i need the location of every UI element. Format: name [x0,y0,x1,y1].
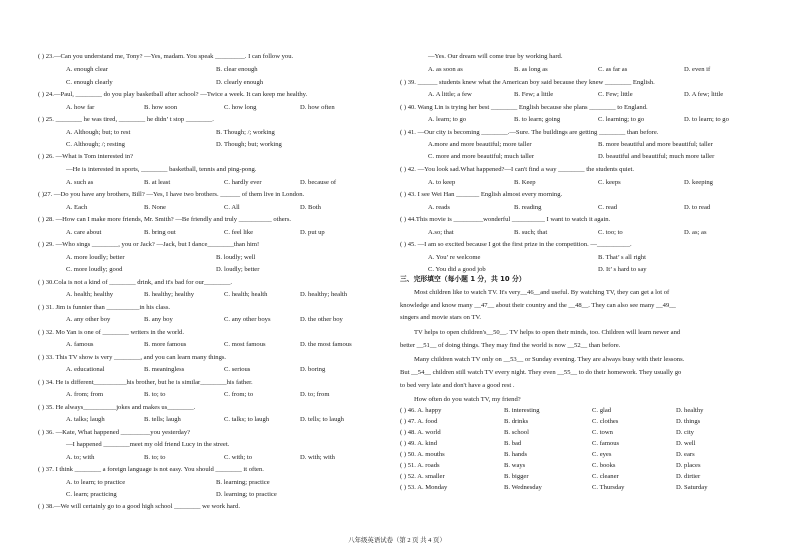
option: B. Few; a little [514,91,554,98]
cell: ( ) 53. A. Monday [400,484,448,491]
cell: ( ) 48. A. world [400,429,441,436]
option: B. to; to [144,391,166,398]
option: A. A little; a few [428,91,472,98]
option: A. reads [428,204,450,211]
cell: B. drinks [504,418,529,425]
cell: ( ) 51. A. roads [400,462,440,469]
cell: B. ways [504,462,526,469]
option: C. read [598,204,618,211]
passage-line: Most children like to watch TV. It's very__46__and useful. By watching TV, they can get a lot of [414,289,670,296]
cell: C. books [592,462,616,469]
question-38-reply: —Yes. Our dream will come true by working hard. [428,53,563,60]
question-35: ( ) 35. He always__________jokes and makes us________. [38,404,196,411]
option: D. put up [300,229,325,236]
option: C. keeps [598,179,621,186]
option: A. enough clear [66,66,108,73]
question-30: ( ) 30.Cola is not a kind of ________ drink, and it's bad for our________. [38,279,233,286]
option: B. any boy [144,316,173,323]
option: A. learn; to go [428,116,467,123]
cell: B. Wednesday [504,484,542,491]
option: D. boring [300,366,326,373]
option: C. serious [224,366,251,373]
cell: C. glad [592,407,612,414]
option: C. as far as [598,66,628,73]
passage-line: singers and movie stars on TV. [400,314,482,321]
option: A. such as [66,179,94,186]
option: B. to; to [144,454,166,461]
option: B. tells; laugh [144,416,181,423]
option: D. to; from [300,391,330,398]
cell: D. Saturday [676,484,708,491]
option: B. as long as [514,66,548,73]
cell: D. things [676,418,701,425]
option: C. All [224,204,240,211]
page-footer: 八年级英语试卷（第 2 页 共 4 页） [348,537,446,544]
option: C. how long [224,104,257,111]
question-23: ( ) 23.—Can you understand me, Tony? —Yes, madam. You speak _________. I can follow you. [38,53,294,60]
question-43: ( ) 43. I see Wei Han _______ English almost every morning. [400,191,563,198]
option: D. to read [684,204,711,211]
option: D. clearly enough [216,79,264,86]
option: B. None [144,204,166,211]
option: B. clear enough [216,66,258,73]
table-row [400,460,708,471]
table-row [400,449,708,460]
option: D. even if [684,66,711,73]
option: A. any other boy [66,316,111,323]
option: B. healthy; healthy [144,291,194,298]
option: A. to; with [66,454,95,461]
cell: ( ) 52. A. smaller [400,473,445,480]
question-40: ( ) 40. Wang Lin is trying her best ________ English because she plans ________ to England. [400,104,648,111]
option: B. learning; practice [216,479,270,486]
option: C. most famous [224,341,266,348]
question-26-line2: —He is interested in sports, ________ basketball, tennis and ping-pong. [66,166,257,173]
option: B. more beautiful and more beautiful; taller [598,141,713,148]
option: A.more and more beautiful; more taller [428,141,532,148]
option: A.so; that [428,229,454,236]
cell: ( ) 47. A. food [400,418,438,425]
option: C. learning; to go [598,116,645,123]
option: A. to learn; to practice [66,479,126,486]
option: B. Keep [514,179,536,186]
passage-line: to bed very late and don't have a good rest . [400,382,515,389]
question-34: ( ) 34. He is different__________his brother, but he is similar________his father. [38,379,253,386]
option: A. how far [66,104,95,111]
question-38: ( ) 38.—We will certainly go to a good high school ________ we work hard. [38,503,241,510]
passage-line: But __54__ children still watch TV every night. They even __55__ to do their homework. They usually go [400,369,682,376]
table-row [400,405,708,416]
option: B. meaningless [144,366,185,373]
cell: C. Thursday [592,484,625,491]
option: B. more famous [144,341,187,348]
option: B. That’ s all right [598,254,646,261]
passage-line: How often do you watch TV, my friend? [414,396,521,403]
option: C. Although; /; resting [66,141,125,148]
table-row [400,471,708,482]
question-24: ( ) 24.—Paul, ________ do you play basketball after school? —Twice a week. It can keep me healthy. [38,91,308,98]
cell: D. well [676,440,696,447]
cell: D. ears [676,451,695,458]
option: D. as; as [684,229,707,236]
option: A. to keep [428,179,456,186]
option: A. health; healthy [66,291,114,298]
option: A. as soon as [428,66,463,73]
option: B. bring out [144,229,176,236]
option: C. You did a good job [428,266,486,273]
option: C. feel like [224,229,254,236]
question-33: ( ) 33. This TV show is very ________, and you can learn many things. [38,354,227,361]
option: D. Though; but; working [216,141,282,148]
table-row [400,482,708,493]
option: C. hardly ever [224,179,262,186]
passage-line: TV helps to open children's__50__. TV helps to open their minds, too. Children will learn newer and [414,329,681,336]
option: B. how soon [144,104,178,111]
cell: ( ) 46. A. happy [400,407,442,414]
option: C. any other boys [224,316,271,323]
option: B. to learn; going [514,116,561,123]
cell: D. healthy [676,407,704,414]
question-32: ( ) 32. Mo Yan is one of ________ writers in the world. [38,329,184,336]
option: D. to learn; to go [684,116,729,123]
option: D. because of [300,179,337,186]
table-row [400,416,708,427]
option: D. learning; to practice [216,491,277,498]
table-row [400,438,708,449]
cell: C. town [592,429,613,436]
cell: ( ) 49. A. kind [400,440,437,447]
cell: C. clothes [592,418,619,425]
option: A. care about [66,229,102,236]
option: D. healthy; health [300,291,348,298]
option: A. famous [66,341,94,348]
question-45: ( ) 45. —I am so excited because I got the first prize in the competition. —__________. [400,241,632,248]
option: B. at least [144,179,171,186]
question-39: ( ) 39. ______ students knew what the American boy said because they knew ________ English. [400,79,655,86]
option: D. Both [300,204,321,211]
section-title: 三、完形填空（每小题 1 分，共 10 分） [400,275,526,283]
question-44: ( ) 44.This movie is _________wonderful __________ I want to watch it again. [400,216,611,223]
cell: B. bad [504,440,522,447]
question-31: ( ) 31. Jim is funnier than __________in his class. [38,304,171,311]
question-36: ( ) 36. —Kate, What happened _________you yesterday? [38,429,191,436]
question-36-line2: —I happened ________meet my old friend Lucy in the street. [66,441,230,448]
option: D. beautiful and beautiful; much more taller [598,153,715,160]
option: C. talks; to laugh [224,416,270,423]
option: A. educational [66,366,105,373]
question-25: ( ) 25. ________ he was tired, ________ he didn’ t stop ________. [38,116,214,123]
cell: ( ) 50. A. mouths [400,451,445,458]
option: C. too; to [598,229,623,236]
option: C. learn; practicing [66,491,117,498]
option: C. with; to [224,454,253,461]
question-28: ( ) 28. —How can I make more friends, Mr. Smith? —Be friendly and truly __________ others. [38,216,292,223]
option: C. from; to [224,391,254,398]
option: D. tells; to laugh [300,416,344,423]
option: B. such; that [514,229,548,236]
cell: B. hands [504,451,528,458]
question-37: ( ) 37. I think ________ a foreign language is not easy. You should ________ it often. [38,466,264,473]
option: D. the other boy [300,316,343,323]
question-26: ( ) 26. —What is Tom interested in? [38,153,134,160]
option: C. Few; little [598,91,633,98]
option: A. Each [66,204,88,211]
option: D. how often [300,104,335,111]
cell: D. places [676,462,701,469]
option: B. Though; /; working [216,129,275,136]
cloze-options-table [400,405,708,493]
option: D. the most famous [300,341,352,348]
option: A. talks; laugh [66,416,105,423]
table-row [400,427,708,438]
cell: C. eyes [592,451,612,458]
option: D. with; with [300,454,335,461]
cell: C. famous [592,440,620,447]
option: A. Although; but; to rest [66,129,131,136]
option: B. loudly; well [216,254,256,261]
option: C. more loudly; good [66,266,123,273]
option: D. loudly; better [216,266,260,273]
question-42: ( ) 42. —You look sad.What happened?—I can't find a way ________ the students quiet. [400,166,635,173]
option: D. A few; little [684,91,724,98]
option: A. You’ re welcome [428,254,481,261]
option: A. more loudly; better [66,254,125,261]
cell: B. bigger [504,473,529,480]
passage-line: Many children watch TV only on __53__ or Sunday evening. They are always busy with their lessons. [414,356,685,363]
cell: C. cleaner [592,473,619,480]
passage-line: knowledge and know many __47__ about their country and the __48__. They can also see many __49__ [400,302,676,309]
cell: B. school [504,429,529,436]
option: D. keeping [684,179,713,186]
option: A. from; from [66,391,104,398]
cell: D. city [676,429,694,436]
option: D. It’ s hard to say [598,266,647,273]
option: B. reading [514,204,542,211]
question-29: ( ) 29. —Who sings ________, you or Jack? —Jack, but I dance________than him! [38,241,260,248]
question-27: ( )27. —Do you have any brothers, Bill? —Yes, I have two brothers. ______ of them live in London. [38,191,305,198]
option: C. more and more beautiful; much taller [428,153,535,160]
option: C. health; health [224,291,268,298]
passage-line: better __51__ of doing things. They may find the world is now __52__ than before. [400,342,621,349]
option: C. enough clearly [66,79,113,86]
question-41: ( ) 41. —Our city is becoming ________.—Sure. The buildings are getting ________ than before. [400,129,659,136]
cell: D. dirtier [676,473,701,480]
cell: B. interesting [504,407,540,414]
